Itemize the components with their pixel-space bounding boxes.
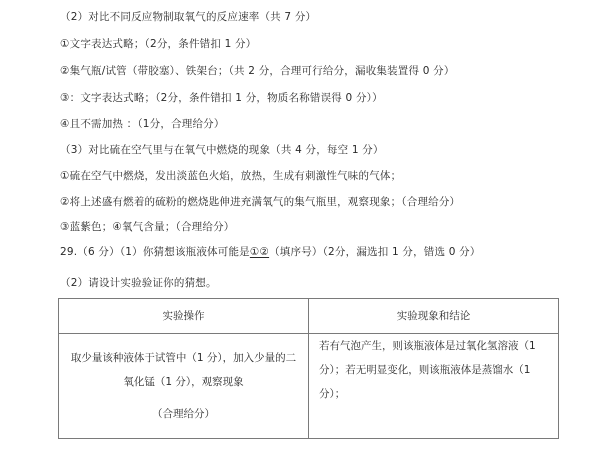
answer-2-3: ③：文字表达式略；（2分，条件错扣 1 分，物质名称错误得 0 分）） <box>60 92 383 104</box>
section-3-heading: （3）对比硫在空气里与在氧气中燃烧的现象（共 4 分，每空 1 分） <box>60 144 384 156</box>
question-29-part-2: （2）请设计实验验证你的猜想。 <box>60 277 217 289</box>
question-29-line <box>60 245 481 259</box>
q29-answer: ①② <box>249 246 270 258</box>
q29-suffix: （填序号）（2分，漏选扣 1 分，错选 0 分） <box>269 246 481 258</box>
answer-table <box>58 298 559 439</box>
answer-3-2: ②将上述盛有燃着的硫粉的燃烧匙伸进充满氧气的集气瓶里，观察现象；（合理给分） <box>60 196 461 208</box>
header-operation: 实验操作 <box>59 299 309 334</box>
section-2-heading: （2）对比不同反应物制取氧气的反应速率（共 7 分） <box>60 11 317 23</box>
q29-prefix: 29.（6 分）（1）你猜想该瓶液体可能是 <box>60 246 250 258</box>
cell-operation <box>59 334 309 439</box>
cell-result <box>309 334 559 439</box>
operation-note: （合理给分） <box>152 408 215 420</box>
answer-3-3: ③蓝紫色；④氧气含量；（合理给分） <box>60 221 235 233</box>
operation-line-2: 氧化锰（1 分），观察现象 <box>123 376 244 388</box>
header-result: 实验现象和结论 <box>309 299 559 334</box>
result-line-1: 若有气泡产生，则该瓶液体是过氧化氢溶液（1 <box>319 340 536 352</box>
answer-3-1: ①硫在空气中燃烧，发出淡蓝色火焰，放热，生成有刺激性气味的气体； <box>60 170 402 182</box>
result-line-2: 分）；若无明显变化，则该瓶液体是蒸馏水（1 分）； <box>319 364 531 400</box>
answer-2-2: ②集气瓶/试管（带胶塞）、铁架台；（共 2 分，合理可行给分，漏收集装置得 0 分） <box>60 65 455 77</box>
answer-2-1: ①文字表达式略；（2分，条件错扣 1 分） <box>60 38 257 50</box>
operation-line-1: 取少量该种液体于试管中（1 分），加入少量的二 <box>70 352 297 364</box>
answer-2-4: ④且不需加热 ：（1分，合理给分） <box>60 118 225 130</box>
